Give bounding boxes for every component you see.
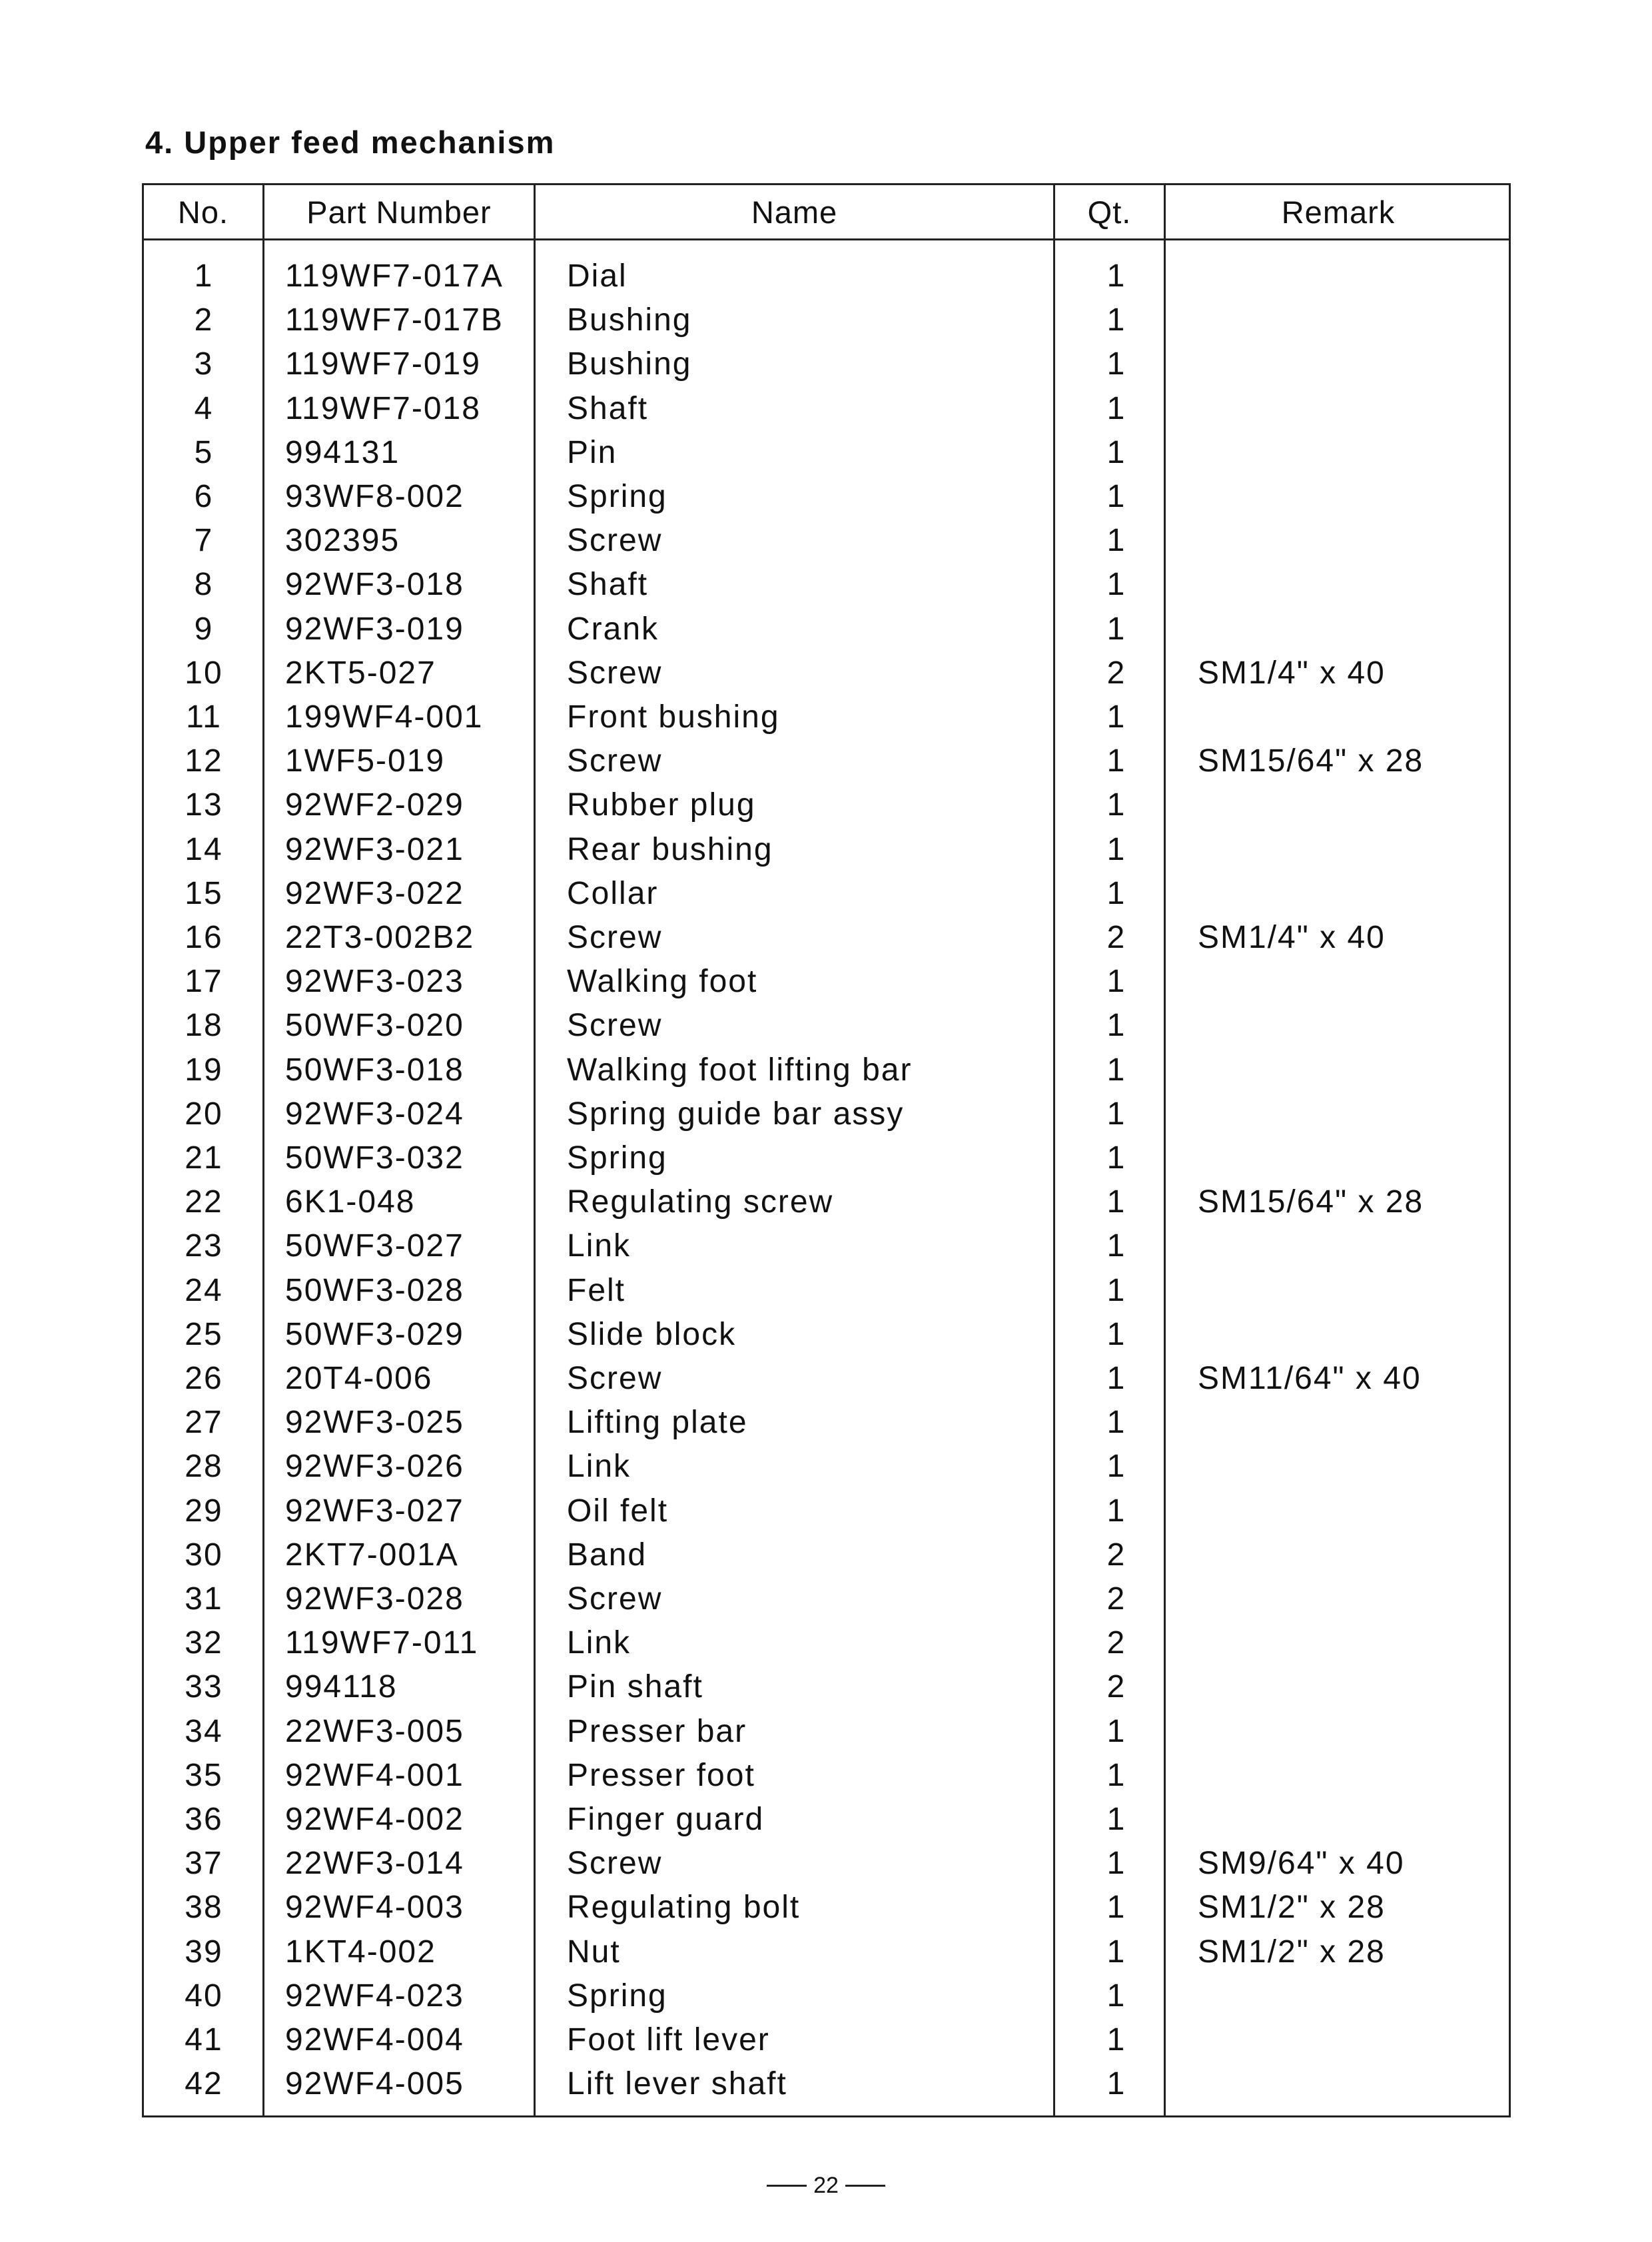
row-part-number: 20T4-006 — [285, 1361, 433, 1396]
page-number: 22 — [813, 2173, 839, 2198]
table-row — [144, 1357, 1509, 1401]
row-name: Band — [567, 1537, 647, 1573]
row-qt: 1 — [1106, 1846, 1126, 1882]
table-row — [144, 254, 1509, 298]
row-qt: 1 — [1106, 699, 1126, 735]
row-name: Pin — [567, 434, 618, 470]
row-no: 21 — [185, 1140, 223, 1176]
row-name: Presser foot — [567, 1757, 755, 1793]
row-part-number: 92WF3-019 — [285, 611, 464, 647]
row-part-number: 92WF3-028 — [285, 1581, 464, 1617]
row-no: 17 — [185, 964, 223, 1000]
row-part-number: 92WF4-004 — [285, 2022, 464, 2057]
row-qt: 1 — [1106, 831, 1126, 867]
row-no: 6 — [194, 479, 214, 514]
row-qt: 1 — [1106, 523, 1126, 559]
row-no: 15 — [185, 875, 223, 911]
table-row — [144, 1665, 1509, 1709]
row-no: 8 — [194, 567, 214, 603]
row-part-number: 93WF8-002 — [285, 479, 464, 514]
row-no: 27 — [185, 1405, 223, 1441]
row-qt: 1 — [1106, 1405, 1126, 1441]
row-part-number: 994118 — [285, 1669, 398, 1705]
row-qt: 1 — [1106, 787, 1126, 823]
row-part-number: 22T3-002B2 — [285, 920, 475, 955]
row-no: 25 — [185, 1316, 223, 1352]
row-qt: 1 — [1106, 479, 1126, 514]
row-part-number: 119WF7-018 — [285, 390, 481, 426]
header-no: No. — [177, 194, 229, 230]
row-no: 4 — [194, 390, 214, 426]
row-qt: 1 — [1106, 1052, 1126, 1088]
row-qt: 1 — [1106, 1272, 1126, 1308]
table-row — [144, 1710, 1509, 1754]
row-no: 7 — [194, 523, 214, 559]
row-no: 11 — [186, 699, 222, 735]
row-name: Screw — [567, 1846, 663, 1882]
row-qt: 2 — [1106, 1537, 1126, 1573]
row-no: 12 — [185, 743, 223, 779]
row-name: Oil felt — [567, 1493, 669, 1529]
table-row — [144, 387, 1509, 431]
table-row — [144, 475, 1509, 519]
row-no: 30 — [185, 1537, 223, 1573]
row-no: 42 — [185, 2066, 223, 2102]
row-part-number: 119WF7-019 — [285, 346, 481, 382]
row-qt: 1 — [1106, 1316, 1126, 1352]
row-remark: SM9/64" x 40 — [1198, 1846, 1405, 1882]
row-qt: 1 — [1106, 1008, 1126, 1044]
row-qt: 1 — [1106, 1802, 1126, 1837]
table-row — [144, 2062, 1509, 2106]
table-row — [144, 872, 1509, 916]
row-qt: 1 — [1106, 346, 1126, 382]
table-row — [144, 607, 1509, 651]
row-name: Screw — [567, 523, 663, 559]
table-row — [144, 783, 1509, 827]
table-row — [144, 1224, 1509, 1268]
table-row — [144, 1180, 1509, 1224]
row-no: 1 — [194, 258, 214, 294]
dash-right — [845, 2185, 885, 2187]
row-no: 41 — [185, 2022, 223, 2057]
row-name: Foot lift lever — [567, 2022, 770, 2057]
row-qt: 2 — [1106, 920, 1126, 955]
row-part-number: 92WF3-026 — [285, 1449, 464, 1485]
row-no: 38 — [185, 1890, 223, 1926]
row-name: Pin shaft — [567, 1669, 703, 1705]
row-part-number: 92WF3-022 — [285, 875, 464, 911]
row-no: 37 — [185, 1846, 223, 1882]
table-row — [144, 1930, 1509, 1974]
row-name: Front bushing — [567, 699, 780, 735]
row-name: Lifting plate — [567, 1405, 748, 1441]
row-remark: SM11/64" x 40 — [1198, 1361, 1422, 1396]
row-part-number: 92WF3-023 — [285, 964, 464, 1000]
row-remark: SM1/2" x 28 — [1198, 1890, 1386, 1926]
table-row — [144, 1004, 1509, 1048]
row-remark: SM1/2" x 28 — [1198, 1934, 1386, 1970]
row-name: Dial — [567, 258, 627, 294]
row-name: Regulating screw — [567, 1184, 834, 1220]
row-no: 39 — [185, 1934, 223, 1970]
row-no: 33 — [185, 1669, 223, 1705]
table-row — [144, 1048, 1509, 1092]
row-name: Link — [567, 1449, 631, 1485]
table-row — [144, 519, 1509, 563]
row-no: 2 — [194, 302, 214, 338]
row-qt: 1 — [1106, 1361, 1126, 1396]
table-row — [144, 1621, 1509, 1665]
row-no: 9 — [194, 611, 214, 647]
row-qt: 1 — [1106, 302, 1126, 338]
row-name: Bushing — [567, 302, 692, 338]
row-name: Screw — [567, 655, 663, 691]
row-no: 31 — [185, 1581, 223, 1617]
row-part-number: 119WF7-017A — [285, 258, 504, 294]
row-part-number: 92WF4-001 — [285, 1757, 464, 1793]
row-qt: 1 — [1106, 1449, 1126, 1485]
row-part-number: 50WF3-018 — [285, 1052, 464, 1088]
row-qt: 1 — [1106, 1140, 1126, 1176]
row-qt: 1 — [1106, 964, 1126, 1000]
row-qt: 1 — [1106, 1934, 1126, 1970]
row-part-number: 2KT5-027 — [285, 655, 436, 691]
row-no: 13 — [185, 787, 223, 823]
row-no: 3 — [194, 346, 214, 382]
row-qt: 2 — [1106, 655, 1126, 691]
row-remark: SM1/4" x 40 — [1198, 920, 1386, 955]
row-part-number: 994131 — [285, 434, 400, 470]
header-name: Name — [751, 194, 838, 230]
row-qt: 1 — [1106, 567, 1126, 603]
parts-table — [142, 183, 1511, 2117]
row-name: Screw — [567, 920, 663, 955]
table-row — [144, 916, 1509, 960]
row-qt: 1 — [1106, 390, 1126, 426]
table-row — [144, 1577, 1509, 1621]
table-row — [144, 1798, 1509, 1842]
row-part-number: 50WF3-020 — [285, 1008, 464, 1044]
row-name: Spring — [567, 1140, 667, 1176]
table-row — [144, 828, 1509, 872]
page-footer — [0, 2173, 1652, 2199]
row-name: Walking foot lifting bar — [567, 1052, 913, 1088]
row-part-number: 50WF3-032 — [285, 1140, 464, 1176]
table-row — [144, 1489, 1509, 1533]
row-no: 18 — [185, 1008, 223, 1044]
row-part-number: 50WF3-029 — [285, 1316, 464, 1352]
row-no: 20 — [185, 1096, 223, 1132]
row-no: 36 — [185, 1802, 223, 1837]
row-name: Bushing — [567, 346, 692, 382]
row-part-number: 92WF4-003 — [285, 1890, 464, 1926]
table-row — [144, 695, 1509, 739]
row-no: 16 — [185, 920, 223, 955]
row-name: Rubber plug — [567, 787, 756, 823]
row-name: Felt — [567, 1272, 626, 1308]
row-qt: 1 — [1106, 2066, 1126, 2102]
row-name: Spring — [567, 479, 667, 514]
row-qt: 1 — [1106, 1228, 1126, 1264]
header-part-number: Part Number — [306, 194, 492, 230]
section-title: 4. Upper feed mechanism — [145, 125, 556, 160]
row-no: 26 — [185, 1361, 223, 1396]
row-qt: 1 — [1106, 743, 1126, 779]
row-no: 32 — [185, 1625, 223, 1661]
row-name: Screw — [567, 1581, 663, 1617]
row-name: Lift lever shaft — [567, 2066, 787, 2102]
table-row — [144, 342, 1509, 386]
table-row — [144, 1313, 1509, 1357]
row-qt: 1 — [1106, 2022, 1126, 2057]
row-part-number: 50WF3-027 — [285, 1228, 464, 1264]
table-row — [144, 1269, 1509, 1313]
row-name: Collar — [567, 875, 659, 911]
row-no: 10 — [185, 655, 223, 691]
row-no: 24 — [185, 1272, 223, 1308]
row-qt: 1 — [1106, 611, 1126, 647]
row-remark: SM15/64" x 28 — [1198, 1184, 1424, 1220]
row-no: 40 — [185, 1978, 223, 2014]
row-part-number: 1WF5-019 — [285, 743, 446, 779]
row-part-number: 92WF4-005 — [285, 2066, 464, 2102]
row-name: Spring — [567, 1978, 667, 2014]
row-qt: 1 — [1106, 258, 1126, 294]
row-no: 35 — [185, 1757, 223, 1793]
row-remark: SM15/64" x 28 — [1198, 743, 1424, 779]
row-qt: 1 — [1106, 875, 1126, 911]
row-qt: 1 — [1106, 1978, 1126, 2014]
table-row — [144, 1092, 1509, 1136]
row-name: Walking foot — [567, 964, 758, 1000]
row-name: Shaft — [567, 567, 649, 603]
row-no: 34 — [185, 1713, 223, 1749]
row-qt: 2 — [1106, 1669, 1126, 1705]
row-qt: 2 — [1106, 1581, 1126, 1617]
dash-left — [767, 2185, 807, 2187]
row-qt: 2 — [1106, 1625, 1126, 1661]
row-part-number: 92WF3-021 — [285, 831, 464, 867]
row-qt: 1 — [1106, 1096, 1126, 1132]
row-part-number: 92WF3-027 — [285, 1493, 464, 1529]
row-name: Presser bar — [567, 1713, 747, 1749]
row-no: 22 — [185, 1184, 223, 1220]
row-name: Link — [567, 1625, 631, 1661]
row-name: Regulating bolt — [567, 1890, 801, 1926]
row-no: 14 — [185, 831, 223, 867]
row-qt: 1 — [1106, 1493, 1126, 1529]
row-qt: 1 — [1106, 1184, 1126, 1220]
row-part-number: 119WF7-017B — [285, 302, 504, 338]
row-part-number: 119WF7-011 — [285, 1625, 479, 1661]
table-row — [144, 563, 1509, 607]
row-no: 5 — [194, 434, 214, 470]
table-row — [144, 298, 1509, 342]
row-name: Screw — [567, 1361, 663, 1396]
row-name: Screw — [567, 1008, 663, 1044]
table-row — [144, 1401, 1509, 1445]
row-part-number: 1KT4-002 — [285, 1934, 436, 1970]
row-name: Link — [567, 1228, 631, 1264]
table-row — [144, 960, 1509, 1004]
row-name: Nut — [567, 1934, 621, 1970]
row-part-number: 92WF2-029 — [285, 787, 464, 823]
row-part-number: 50WF3-028 — [285, 1272, 464, 1308]
row-part-number: 92WF3-025 — [285, 1405, 464, 1441]
row-remark: SM1/4" x 40 — [1198, 655, 1386, 691]
table-row — [144, 739, 1509, 783]
row-name: Slide block — [567, 1316, 737, 1352]
table-row — [144, 1533, 1509, 1577]
row-part-number: 22WF3-005 — [285, 1713, 464, 1749]
row-no: 23 — [185, 1228, 223, 1264]
table-row — [144, 1136, 1509, 1180]
table-row — [144, 1886, 1509, 1930]
header-remark: Remark — [1281, 194, 1396, 230]
row-name: Rear bushing — [567, 831, 773, 867]
row-part-number: 2KT7-001A — [285, 1537, 459, 1573]
row-part-number: 92WF4-023 — [285, 1978, 464, 2014]
table-row — [144, 651, 1509, 695]
row-name: Crank — [567, 611, 659, 647]
row-part-number: 6K1-048 — [285, 1184, 416, 1220]
row-no: 29 — [185, 1493, 223, 1529]
row-name: Shaft — [567, 390, 649, 426]
row-no: 28 — [185, 1449, 223, 1485]
row-name: Finger guard — [567, 1802, 765, 1837]
row-name: Spring guide bar assy — [567, 1096, 905, 1132]
row-part-number: 302395 — [285, 523, 400, 559]
table-row — [144, 1445, 1509, 1489]
row-qt: 1 — [1106, 1757, 1126, 1793]
header-divider — [144, 238, 1509, 240]
row-part-number: 92WF4-002 — [285, 1802, 464, 1837]
row-part-number: 22WF3-014 — [285, 1846, 464, 1882]
row-name: Screw — [567, 743, 663, 779]
table-row — [144, 1842, 1509, 1886]
table-row — [144, 1974, 1509, 2018]
row-part-number: 92WF3-018 — [285, 567, 464, 603]
row-qt: 1 — [1106, 1890, 1126, 1926]
row-no: 19 — [185, 1052, 223, 1088]
table-row — [144, 1754, 1509, 1798]
table-row — [144, 431, 1509, 475]
row-part-number: 199WF4-001 — [285, 699, 484, 735]
row-part-number: 92WF3-024 — [285, 1096, 464, 1132]
header-qt: Qt. — [1087, 194, 1132, 230]
row-qt: 1 — [1106, 434, 1126, 470]
table-row — [144, 2018, 1509, 2062]
row-qt: 1 — [1106, 1713, 1126, 1749]
